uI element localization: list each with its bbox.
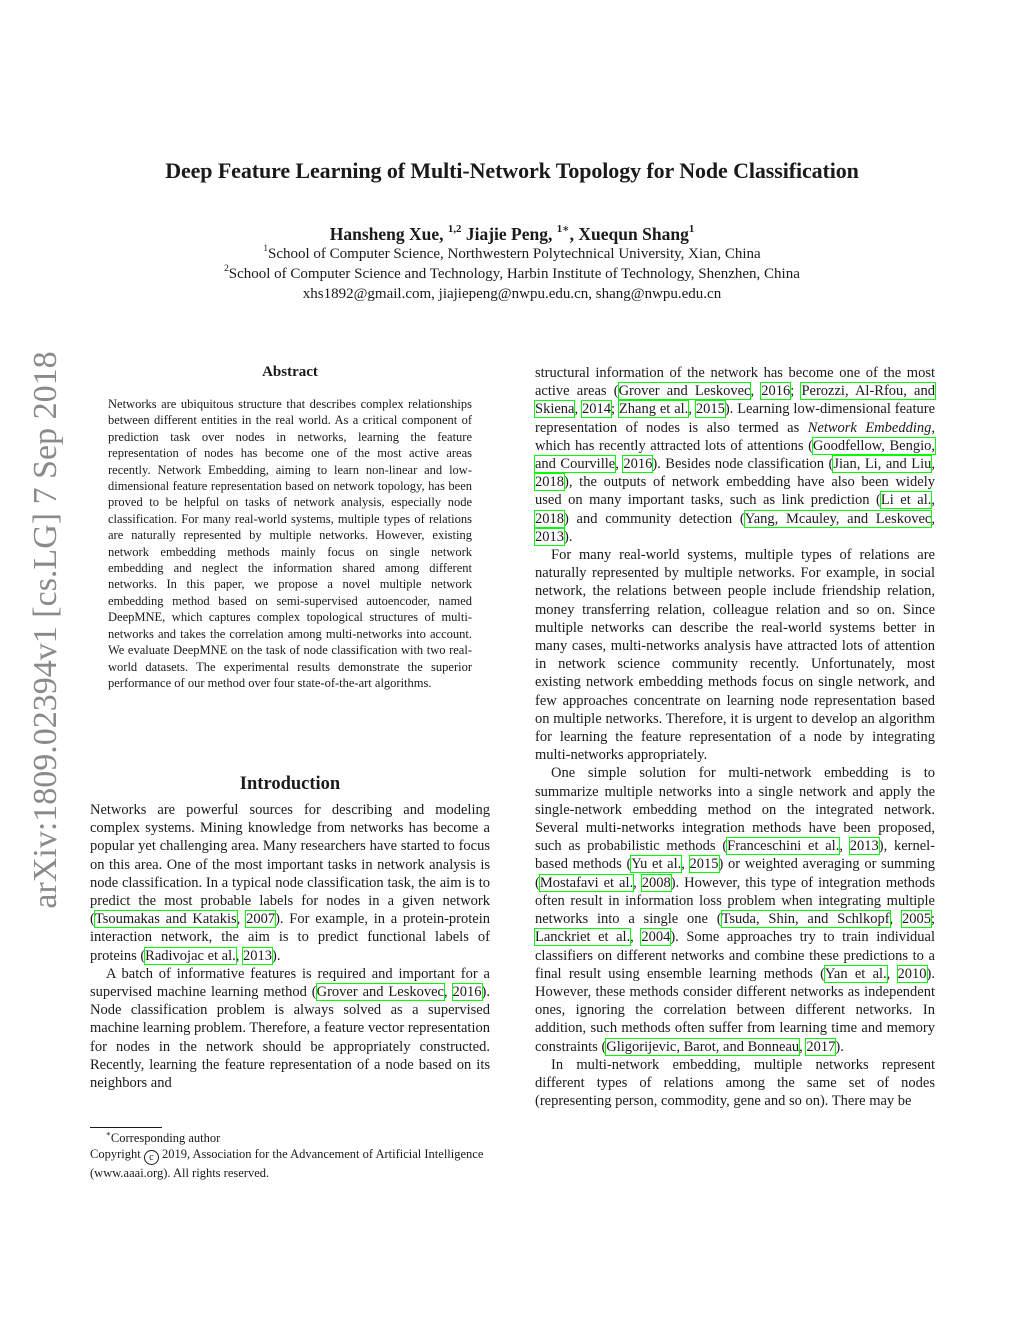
text-run: ,: [799, 1038, 807, 1055]
affiliation-text: School of Computer Science and Technology, Harbin Institute of Technology, Shenzhen, China: [228, 266, 800, 282]
citation-link[interactable]: Mostafavi et al.: [539, 874, 634, 891]
text-run: ,: [839, 838, 850, 855]
author-name: Jiajie Peng,: [465, 224, 553, 244]
citation-link[interactable]: Yan et al.: [824, 965, 887, 982]
text-run: ) or weighted averaging or summing (: [535, 856, 936, 891]
citation-link[interactable]: Zhang et al.: [618, 401, 689, 418]
footnote-divider: [90, 1127, 162, 1128]
citation-link[interactable]: Jian, Li, and Liu: [833, 456, 932, 473]
text-run: ,: [630, 929, 642, 946]
citation-link[interactable]: Goodfellow, Bengio, and Courville: [535, 437, 935, 473]
paragraph: [90, 801, 490, 965]
citation-link[interactable]: Gligorijevic, Barot, and Bonneau: [606, 1038, 800, 1055]
text-run: ,: [931, 492, 935, 509]
text-run: ;: [790, 383, 802, 400]
text-run: structural information of the network has become one of the most active areas (: [535, 365, 935, 400]
citation-link[interactable]: Grover and Leskovec: [316, 984, 444, 1001]
text-run: ,: [574, 401, 582, 418]
text-run: ,: [750, 383, 762, 400]
text-run: ;: [930, 911, 935, 928]
text-run: ,: [889, 911, 902, 928]
text-run: ,: [615, 456, 624, 473]
text-run: ,: [931, 456, 936, 473]
text-run: ;: [611, 401, 619, 418]
citation-link[interactable]: Lanckriet et al.: [535, 929, 631, 946]
citation-link[interactable]: 2010: [897, 965, 927, 982]
citation-link[interactable]: 2016: [623, 456, 653, 473]
text-run: ).: [835, 1038, 844, 1055]
citation-link[interactable]: Yang, Mcauley, and Leskovec: [744, 510, 932, 527]
text-run: ). Some approaches try to train individual classifiers on different networks and combine these predictions to a final result using ensemble learning methods (: [535, 929, 935, 982]
left-column-body: [90, 801, 490, 1092]
paragraph: [535, 364, 935, 546]
citation-link[interactable]: 2018: [535, 510, 564, 527]
citation-link[interactable]: Grover and Leskovec: [618, 383, 751, 400]
citation-link[interactable]: Tsuda, Shin, and Schlkopf: [721, 911, 890, 928]
introduction-heading: Introduction: [239, 774, 341, 794]
right-column-body: [535, 364, 935, 1110]
text-run: ,: [688, 401, 696, 418]
text-run: , which has recently attracted lots of attentions (: [535, 419, 935, 454]
emphasized-term: Network Embedding: [807, 419, 932, 436]
text-run: ,: [886, 965, 898, 982]
author-affiliation-mark: 1∗: [556, 223, 570, 236]
citation-link[interactable]: Li et al.: [880, 492, 932, 509]
citation-link[interactable]: 2016: [452, 984, 482, 1001]
text-run: ,: [236, 911, 247, 928]
corresponding-author-note: [90, 1130, 500, 1146]
text-run: ).: [272, 947, 281, 964]
citation-link[interactable]: 2007: [246, 911, 276, 928]
text-run: ). However, these methods consider different networks as independent ones, ignoring the correlation between different networks. In addition, such methods often suffer from learning time and memory constraints (: [535, 965, 935, 1055]
abstract-text: Networks are ubiquitous structure that describes complex relationships between different entities in the real world. As a critical component of prediction task over nodes in networks, learning the feature representation of nodes has become one of the most active areas recently. Network Embedding, aiming to learn non-linear and low-dimensional feature representation based on network topology, has been proved to be helpful on tasks of network analysis, especially node classification. For many real-world systems, multiple types of relations are naturally represented by multiple networks. However, existing network embedding methods mainly focus on single network embedding and neglect the information shared among different networks. In this paper, we propose a novel multiple network embedding method based on semi-supervised autoencoder, named DeepMNE, which captures complex topological structures of multi-networks and takes the correlation among multi-networks into account. We evaluate DeepMNE on the task of node classification with two real-world datasets. The experimental results demonstrate the superior performance of our method over four state-of-the-art algorithms.: [108, 397, 472, 690]
text-run: One simple solution for multi-network embedding is to summarize multiple networks into a single network and apply the single-network embedding method on the integrated network. Several multi-networks integration methods have been proposed, such as probabilistic methods (: [535, 765, 935, 855]
citation-link[interactable]: 2008: [641, 874, 671, 891]
author-list: [0, 224, 1024, 245]
text-run: ,: [444, 984, 453, 1001]
text-run: ).: [564, 528, 573, 545]
text-run: ). Learning low-dimensional feature representation of nodes is also termed as: [535, 401, 936, 436]
citation-link[interactable]: 2004: [641, 929, 671, 946]
text-run: Networks are powerful sources for describing and modeling complex systems. Mining knowledge from networks has become a popular yet challenging area. Many researchers have started to focus on this area. One of the most important tasks in network analysis is node classification. In a typical node classification task, the aim is to predict the most probable labels for nodes in a given network (: [90, 802, 490, 928]
arxiv-stamp: arXiv:1809.02394v1 [cs.LG] 7 Sep 2018: [27, 351, 64, 909]
citation-link[interactable]: Tsoumakas and Katakis: [94, 911, 237, 928]
text-run: ). Node classification problem is always solved as a supervised machine learning problem. Therefore, a feature vector representation for nodes in the network should be appropriately constructed. Recently, learning the feature representation of a node based on its neighbors and: [90, 984, 491, 1092]
text-run: ). Besides node classification (: [652, 456, 834, 473]
affiliation-text: School of Computer Science, Northwestern Polytechnical University, Xian, China: [267, 246, 761, 262]
text-run: ,: [931, 510, 935, 527]
citation-link[interactable]: 2005: [901, 911, 931, 928]
footnote-mark: ∗: [105, 1129, 111, 1139]
author-name: Hansheng Xue,: [329, 224, 444, 244]
footnote: [90, 1130, 500, 1181]
citation-link[interactable]: Perozzi, Al-Rfou, and Skiena: [535, 383, 935, 418]
text-run: A batch of informative features is required and important for a supervised machine learning method (: [90, 965, 490, 1001]
footnote-text: Corresponding author: [110, 1131, 221, 1145]
citation-link[interactable]: 2016: [761, 383, 791, 400]
citation-link[interactable]: 2013: [849, 838, 879, 855]
paragraph: [90, 965, 490, 1092]
text-run: ,: [633, 874, 642, 891]
affiliation-2: [0, 266, 1024, 283]
paragraph: [535, 764, 935, 1055]
copyright-note: [90, 1146, 500, 1181]
author-affiliation-mark: 1: [688, 223, 695, 236]
citation-link[interactable]: Radivojac et al.: [145, 947, 236, 964]
abstract-heading: Abstract: [262, 364, 318, 380]
citation-link[interactable]: Franceschini et al.: [727, 838, 840, 855]
citation-link[interactable]: 2015: [689, 856, 719, 873]
text-run: ), kernel-based methods (: [535, 838, 936, 873]
text-run: ). For example, in a protein-protein interaction network, the aim is to predict functional labels of proteins (: [90, 911, 490, 964]
paragraph: For many real-world systems, multiple types of relations are naturally represented by multiple networks. For example, in social network, the relations between people include friendship relation, money transferring relation, colleague relation and so on. Since multiple networks can describe the real-world systems better in many cases, multi-networks analysis have attracted lots of attention in network science community recently. Unfortunately, most existing network embedding methods focus on single network, and few approaches concentrate on learning node representation based on multiple networks. Therefore, it is urgent to develop an algorithm for learning the feature representation of a node by integrating multi-networks appropriately.: [535, 547, 935, 764]
copyright-text: 2019, Association for the Advancement of Artificial Intelligence (www.aaai.org). All rights reserved.: [90, 1147, 484, 1180]
affiliation-mark: 2: [224, 264, 229, 275]
citation-link[interactable]: Yu et al.: [631, 856, 682, 873]
copyright-lead: Copyright: [90, 1147, 141, 1161]
paper-title: Deep Feature Learning of Multi-Network Topology for Node Classification: [165, 158, 859, 183]
text-run: ), the outputs of network embedding have also been widely used on many important tasks, such as link prediction (: [535, 474, 935, 509]
citation-link[interactable]: 2015: [695, 401, 725, 418]
text-run: ). However, this type of integration methods often result in information loss problem when integrating multiple networks into a single one (: [535, 874, 935, 928]
author-name: , Xuequn Shang: [569, 224, 689, 244]
citation-link[interactable]: 2014: [582, 401, 611, 418]
paragraph: In multi-network embedding, multiple networks represent different types of relations among the same set of nodes (representing person, commodity, gene and so on). There may be: [535, 1056, 935, 1110]
author-emails: xhs1892@gmail.com, jiajiepeng@nwpu.edu.cn, shang@nwpu.edu.cn: [302, 286, 722, 302]
affiliation-mark: 1: [263, 244, 268, 255]
affiliation-1: [0, 246, 1024, 263]
author-affiliation-mark: 1,2: [447, 223, 462, 236]
text-run: ,: [681, 856, 690, 873]
text-run: ,: [235, 947, 244, 964]
copyright-symbol: c: [144, 1150, 159, 1165]
citation-link[interactable]: 2018: [535, 474, 564, 491]
text-run: ) and community detection (: [564, 510, 745, 527]
citation-link[interactable]: 2013: [243, 947, 273, 964]
citation-link[interactable]: 2013: [535, 528, 564, 545]
citation-link[interactable]: 2017: [806, 1038, 836, 1055]
